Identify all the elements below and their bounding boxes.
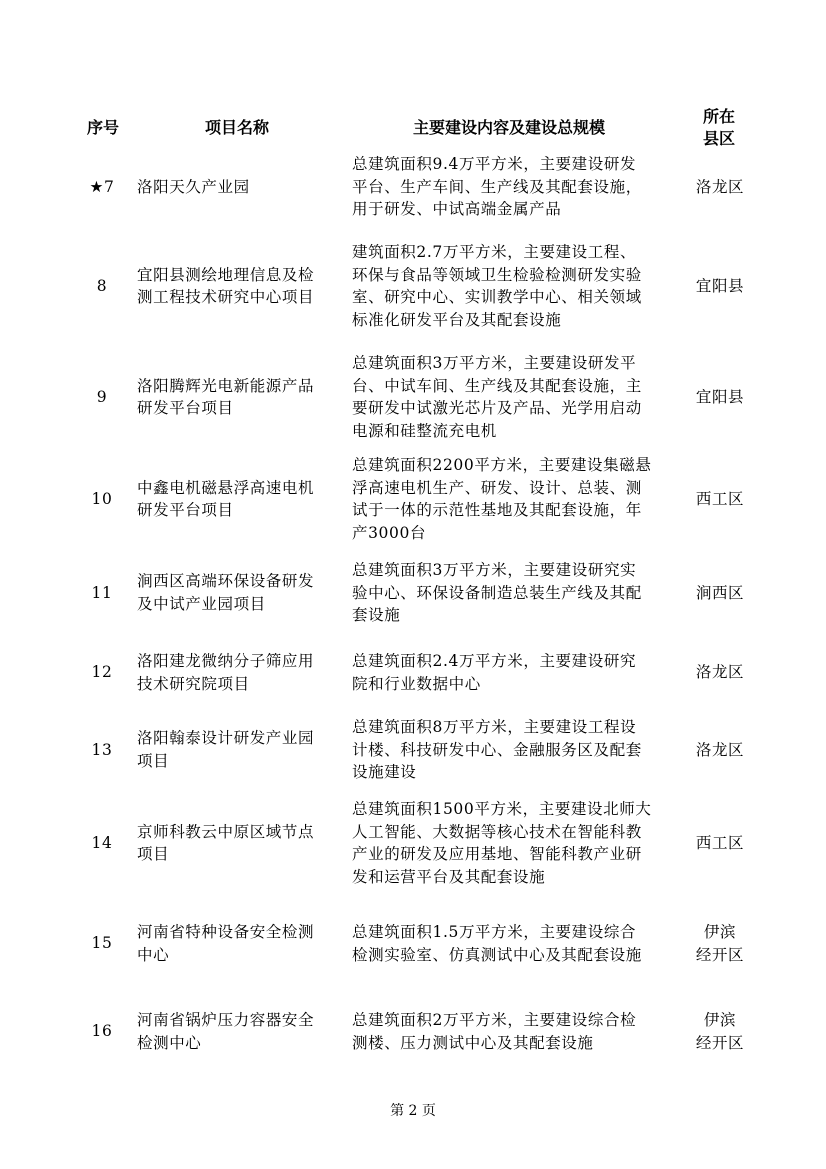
project-area-line: 伊滨: [703, 923, 737, 941]
project-content-line: 总建筑面积3万平方米，主要建设研发平: [352, 354, 637, 372]
project-content-line: 室、研究中心、实训教学中心、相关领域: [352, 288, 642, 307]
project-area: [690, 921, 750, 966]
project-area: [690, 832, 750, 855]
project-name-line: 测工程技术研究中心项目: [137, 288, 315, 307]
header-area-line: 县区: [702, 129, 735, 148]
project-name-line: 洛阳翰泰设计研发产业园: [137, 729, 315, 748]
row-number: 13: [91, 740, 113, 759]
project-name: [137, 570, 337, 615]
project-content: [352, 798, 682, 888]
table-row: [0, 650, 826, 695]
project-area: [690, 488, 750, 511]
table-row: [0, 454, 826, 544]
project-content: [352, 454, 682, 544]
project-name: [137, 821, 337, 866]
project-name-line: 河南省特种设备安全检测: [137, 923, 315, 941]
row-number: 14: [91, 833, 113, 852]
project-content-line: 用于研发、中试高端金属产品: [352, 200, 562, 219]
project-name-line: 涧西区高端环保设备研发: [137, 572, 315, 591]
project-content-line: 套设施: [352, 606, 401, 625]
project-area-line: 西工区: [695, 489, 745, 508]
project-content: [352, 153, 682, 221]
project-content-line: 总建筑面积2万平方米，主要建设综合检: [352, 1011, 637, 1029]
project-name-line: 京师科教云中原区域节点: [137, 822, 315, 841]
project-area: [690, 582, 750, 605]
project-content-line: 产业的研发及应用基地、智能科教产业研: [352, 845, 642, 864]
project-name-line: 及中试产业园项目: [137, 594, 266, 613]
project-name: [137, 921, 337, 966]
header-no: 序号: [87, 118, 120, 137]
row-number: 11: [91, 583, 113, 602]
project-name-line: 中鑫电机磁悬浮高速电机: [137, 478, 315, 497]
project-area-line: 西工区: [695, 833, 745, 852]
project-name: [137, 477, 337, 522]
project-content-line: 总建筑面积2.4万平方米，主要建设研究: [352, 652, 637, 670]
project-name-line: 项目: [137, 845, 170, 864]
project-content-line: 计楼、科技研发中心、金融服务区及配套: [352, 740, 642, 759]
table-row: [0, 559, 826, 627]
project-content-line: 总建筑面积1500平方米，主要建设北师大: [352, 800, 652, 818]
project-area: [690, 275, 750, 298]
row-number: 9: [96, 387, 108, 406]
row-number: 10: [91, 489, 113, 508]
project-name-line: 洛阳建龙微纳分子筛应用: [137, 652, 315, 670]
project-name: [137, 176, 337, 199]
project-content-line: 总建筑面积9.4万平方米，主要建设研发: [352, 155, 637, 173]
project-content: [352, 716, 682, 784]
project-name-line: 研发平台项目: [137, 399, 234, 418]
project-area: [690, 739, 750, 762]
project-content-line: 总建筑面积3万平方米，主要建设研究实: [352, 561, 637, 579]
project-area-line: 经开区: [695, 1033, 745, 1052]
project-name-line: 项目: [137, 751, 170, 770]
project-area-line: 涧西区: [695, 583, 745, 602]
project-name-line: 宜阳县测绘地理信息及检: [137, 265, 315, 284]
project-name-line: 研发平台项目: [137, 501, 234, 520]
header-area-line: 所在: [702, 107, 735, 126]
project-content-line: 产3000台: [352, 523, 427, 542]
project-name-line: 中心: [137, 945, 170, 964]
row-number: ★7: [89, 177, 115, 196]
project-name-line: 洛阳天久产业园: [137, 177, 250, 196]
table-row: [0, 1009, 826, 1054]
project-name: [137, 727, 337, 772]
header-content: 主要建设内容及建设总规模: [413, 118, 606, 137]
project-content: [352, 1009, 682, 1054]
project-content-line: 院和行业数据中心: [352, 674, 481, 693]
project-area-line: 经开区: [695, 945, 745, 964]
project-area: [690, 386, 750, 409]
table-row: [0, 921, 826, 966]
project-content-line: 设施建设: [352, 763, 417, 782]
project-area-line: 伊滨: [703, 1011, 737, 1029]
project-area: [690, 1009, 750, 1054]
row-number: 12: [91, 663, 113, 682]
project-content-line: 验中心、环保设备制造总装生产线及其配: [352, 583, 642, 602]
table-row: [0, 153, 826, 221]
project-content-line: 标准化研发平台及其配套设施: [352, 310, 562, 329]
project-content-line: 测楼、压力测试中心及其配套设施: [352, 1033, 594, 1052]
row-number: 16: [91, 1022, 113, 1041]
project-name-line: 河南省锅炉压力容器安全: [137, 1011, 315, 1029]
header-area: [697, 106, 741, 150]
project-area-line: 洛龙区: [695, 663, 745, 682]
project-content-line: 平台、生产车间、生产线及其配套设施，: [352, 177, 642, 196]
project-name: [137, 375, 337, 420]
project-content: [352, 559, 682, 627]
project-area: [690, 176, 750, 199]
table-row: [0, 352, 826, 442]
project-content-line: 浮高速电机生产、研发、设计、总装、测: [352, 478, 642, 497]
project-content: [352, 650, 682, 695]
header-name: 项目名称: [205, 118, 270, 137]
project-content-line: 要研发中试激光芯片及产品、光学用启动: [352, 399, 642, 418]
project-content-line: 电源和硅整流充电机: [352, 421, 497, 440]
table-row: [0, 716, 826, 784]
project-name-line: 检测中心: [137, 1033, 202, 1052]
project-name: [137, 1009, 337, 1054]
row-number: 8: [96, 276, 108, 295]
project-content-line: 总建筑面积2200平方米，主要建设集磁悬: [352, 456, 652, 474]
project-content: [352, 241, 682, 331]
table-row: [0, 798, 826, 888]
project-content: [352, 921, 682, 966]
project-content: [352, 352, 682, 442]
project-content-line: 总建筑面积1.5万平方米，主要建设综合: [352, 923, 637, 941]
project-area-line: 宜阳县: [695, 276, 745, 295]
project-area-line: 宜阳县: [695, 387, 745, 406]
project-name-line: 技术研究院项目: [137, 674, 250, 693]
project-area-line: 洛龙区: [695, 740, 745, 759]
project-content-line: 台、中试车间、生产线及其配套设施，主: [352, 376, 642, 395]
project-area-line: 洛龙区: [695, 177, 745, 196]
project-content-line: 环保与食品等领域卫生检验检测研发实验: [352, 265, 642, 284]
project-content-line: 人工智能、大数据等核心技术在智能科教: [352, 822, 642, 841]
project-content-line: 发和运营平台及其配套设施: [352, 867, 546, 886]
project-name: [137, 264, 337, 309]
page-number: 第 2 页: [390, 1103, 436, 1119]
table-row: [0, 241, 826, 331]
project-content-line: 检测实验室、仿真测试中心及其配套设施: [352, 945, 642, 964]
project-content-line: 总建筑面积8万平方米，主要建设工程设: [352, 718, 637, 736]
project-name: [137, 650, 337, 695]
row-number: 15: [91, 934, 113, 953]
project-name-line: 洛阳腾辉光电新能源产品: [137, 376, 315, 395]
project-content-line: 建筑面积2.7万平方米，主要建设工程、: [352, 243, 637, 261]
project-area: [690, 661, 750, 684]
project-content-line: 试于一体的示范性基地及其配套设施，年: [352, 501, 642, 520]
